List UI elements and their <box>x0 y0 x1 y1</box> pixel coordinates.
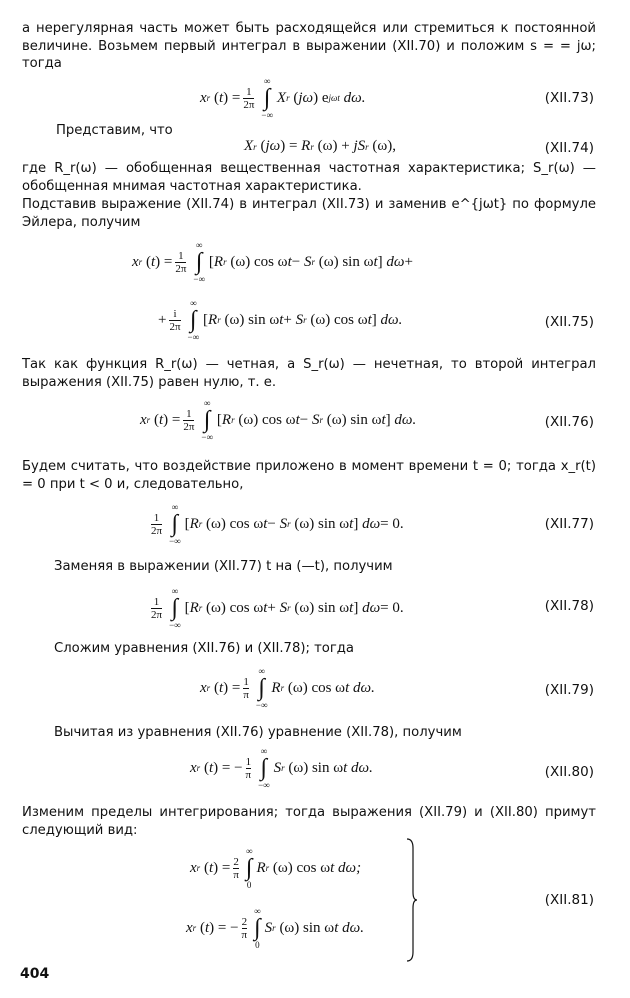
equation-number-75: (XII.75) <box>544 314 594 330</box>
equation-number-77: (XII.77) <box>544 516 594 532</box>
equation-77: $\frac{1}{2\pi}$ ∞ ∫ −∞ [ R r (ω) cos ω t − S r (ω) sin ω t ] dω = 0. <box>151 502 404 546</box>
paragraph-2: Представим, что <box>56 123 173 138</box>
equation-76: x r ( t ) = $\frac{1}{2\pi}$ ∞ ∫ −∞ [ R r (ω) cos ω t − S r (ω) sin ω t ] dω. <box>140 398 417 442</box>
equation-81-line-2: x r ( t ) = − $\frac{2}{\pi}$ ∞ ∫ 0 S r (ω) sin ω t dω. <box>186 906 364 950</box>
equation-number-81: (XII.81) <box>544 892 594 908</box>
equation-number-76: (XII.76) <box>544 414 594 430</box>
paragraph-3: где R_r(ω) — обобщенная вещественная частотная характеристика; S_r(ω) — обобщенная мнимая частотная характеристика. <box>22 161 596 194</box>
equation-73: x r ( t ) = $\frac{1}{2\pi}$ ∞ ∫ −∞ X r ( jω ) e jωt dω. <box>200 76 366 120</box>
equation-79: x r ( t ) = $\frac{1}{\pi}$ ∞ ∫ −∞ R r (ω) cos ω t dω. <box>200 666 375 710</box>
equation-75-line-2: + $\frac{i}{2\pi}$ ∞ ∫ −∞ [ R r (ω) sin ω t + S r (ω) cos ω t ] dω. <box>158 298 403 342</box>
paragraph-7: Заменяя в выражении (XII.77) t на (—t), получим <box>54 559 393 574</box>
equation-78: $\frac{1}{2\pi}$ ∞ ∫ −∞ [ R r (ω) cos ω t + S r (ω) sin ω t ] dω = 0. <box>151 586 404 630</box>
equation-number-73: (XII.73) <box>544 90 594 106</box>
equation-number-79: (XII.79) <box>544 682 594 698</box>
equation-81-line-1: x r ( t ) = $\frac{2}{\pi}$ ∞ ∫ 0 R r (ω) cos ω t dω; <box>190 846 362 890</box>
paragraph-4: Подставив выражение (XII.74) в интеграл (XII.73) и заменив e^{jωt} по формуле Эйлера, получим <box>22 197 596 230</box>
paragraph-5: Так как функция R_r(ω) — четная, а S_r(ω) — нечетная, то второй интеграл выражения (XII.75) равен нулю, т. е. <box>22 357 596 390</box>
paragraph-10: Изменим пределы интегрирования; тогда выражения (XII.79) и (XII.80) примут следующий вид: <box>22 805 596 838</box>
equation-74: X r ( jω ) = R r (ω) + jS r (ω), <box>244 138 396 154</box>
equation-number-74: (XII.74) <box>544 140 594 156</box>
paragraph-6: Будем считать, что воздействие приложено в момент времени t = 0; тогда x_r(t) = 0 при t < 0 и, следовательно, <box>22 459 596 492</box>
paragraph-1: а нерегулярная часть может быть расходящейся или стремиться к постоянной величине. Возьмем первый интеграл в выражении (XII.70) и положим s = = jω; тогда <box>22 21 596 71</box>
paragraph-9: Вычитая из уравнения (XII.76) уравнение (XII.78), получим <box>54 725 462 740</box>
equation-80: x r ( t ) = − $\frac{1}{\pi}$ ∞ ∫ −∞ S r (ω) sin ω t dω. <box>190 746 373 790</box>
equation-75-line-1: x r ( t ) = $\frac{1}{2\pi}$ ∞ ∫ −∞ [ R r (ω) cos ω t − S r (ω) sin ω t ] dω + <box>132 240 413 284</box>
equation-number-80: (XII.80) <box>544 764 594 780</box>
page-number: 404 <box>20 966 50 982</box>
right-brace-icon <box>406 838 418 962</box>
equation-number-78: (XII.78) <box>544 598 594 614</box>
paragraph-8: Сложим уравнения (XII.76) и (XII.78); тогда <box>54 641 354 656</box>
